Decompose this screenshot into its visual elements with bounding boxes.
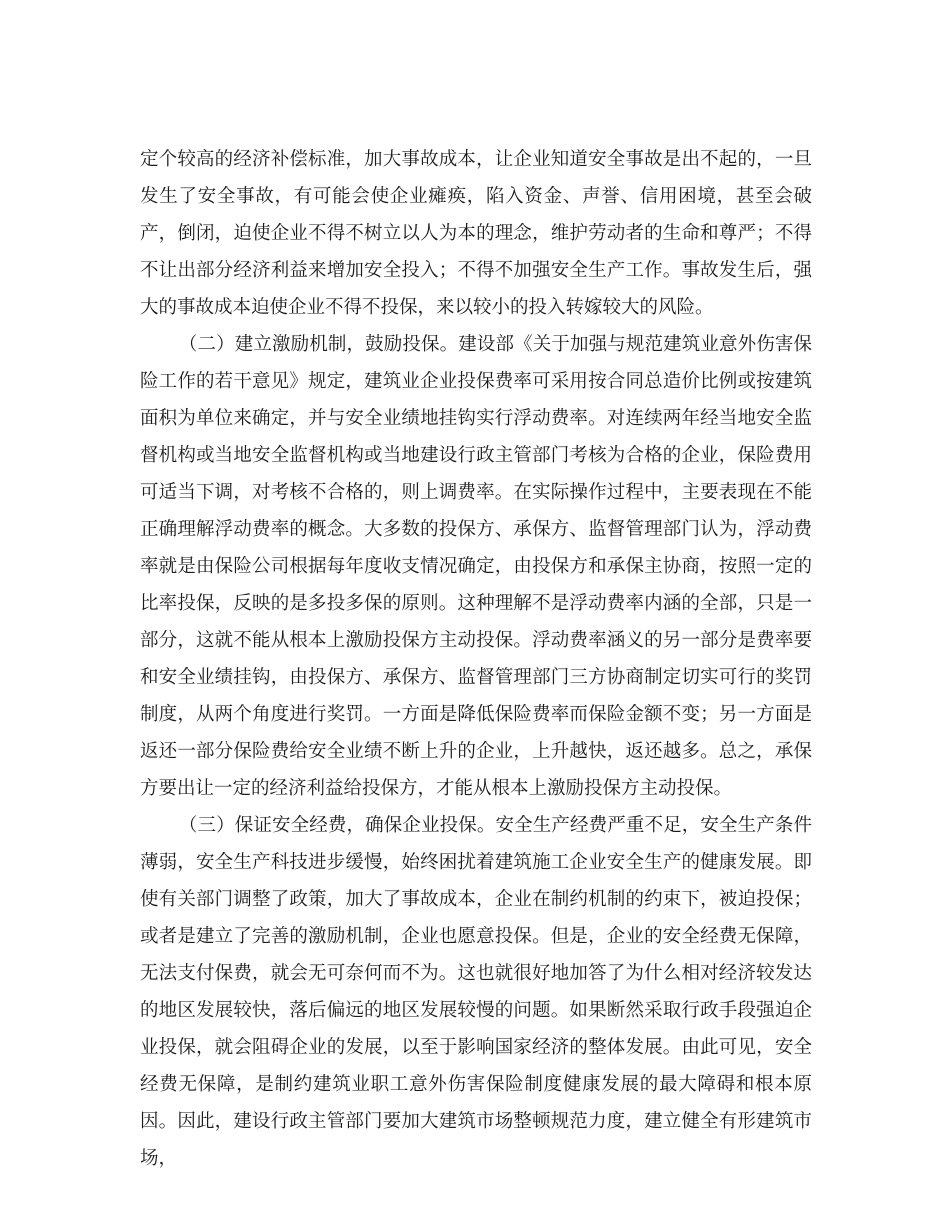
paragraph-compensation-standard: 定个较高的经济补偿标准，加大事故成本，让企业知道安全事故是出不起的，一旦发生了安全事故，有可能会使企业瘫痪，陷入资金、声誉、信用困境，甚至会破产，倒闭，迫使企业不得不树立以人为本的理念，维护劳动者的生命和尊严；不得不让出部分经济利益来增加安全投入；不得不加强安全生产工作。事故发生后，强大的事故成本迫使企业不得不投保，来以较小的投入转嫁较大的风险。 [140, 149, 812, 318]
paragraph-safety-funding: （三）保证安全经费，确保企业投保。安全生产经费严重不足，安全生产条件薄弱，安全生产科技进步缓慢，始终困扰着建筑施工企业安全生产的健康发展。即使有关部门调整了政策，加大了事故成本，企业在制约机制的约束下，被迫投保；或者是建立了完善的激励机制，企业也愿意投保。但是，企业的安全经费无保障，无法支付保费，就会无可奈何而不为。这也就很好地加答了为什么相对经济较发达的地区发展较快，落后偏远的地区发展较慢的问题。如果断然采取行政手段强迫企业投保，就会阻碍企业的发展，以至于影响国家经济的整体发展。由此可见，安全经费无保障，是制约建筑业职工意外伤害保险制度健康发展的最大障碍和根本原因。因此，建设行政主管部门要加大建筑市场整顿规范力度，建立健全有形建筑市场， [140, 815, 812, 1169]
paragraph-incentive-mechanism: （二）建立激励机制，鼓励投保。建设部《关于加强与规范建筑业意外伤害保险工作的若干意见》规定，建筑业企业投保费率可采用按合同总造价比例或按建筑面积为单位来确定，并与安全业绩地挂钩实行浮动费率。对连续两年经当地安全监督机构或当地安全监督机构或当地建设行政主管部门考核为合格的企业，保险费用可适当下调，对考核不合格的，则上调费率。在实际操作过程中，主要表现在不能正确理解浮动费率的概念。大多数的投保方、承保方、监督管理部门认为，浮动费率就是由保险公司根据每年度收支情况确定，由投保方和承保主协商，按照一定的比率投保，反映的是多投多保的原则。这种理解不是浮动费率内涵的全部，只是一部分，这就不能从根本上激励投保方主动投保。浮动费率涵义的另一部分是费率要和安全业绩挂钩，由投保方、承保方、监督管理部门三方协商制定切实可行的奖罚制度，从两个角度进行奖罚。一方面是降低保险费率而保险金额不变；另一方面是返还一部分保险费给安全业绩不断上升的企业，上升越快，返还越多。总之，承保方要出让一定的经济利益给投保方，才能从根本上激励投保方主动投保。 [140, 334, 812, 799]
document-body [140, 141, 812, 1177]
